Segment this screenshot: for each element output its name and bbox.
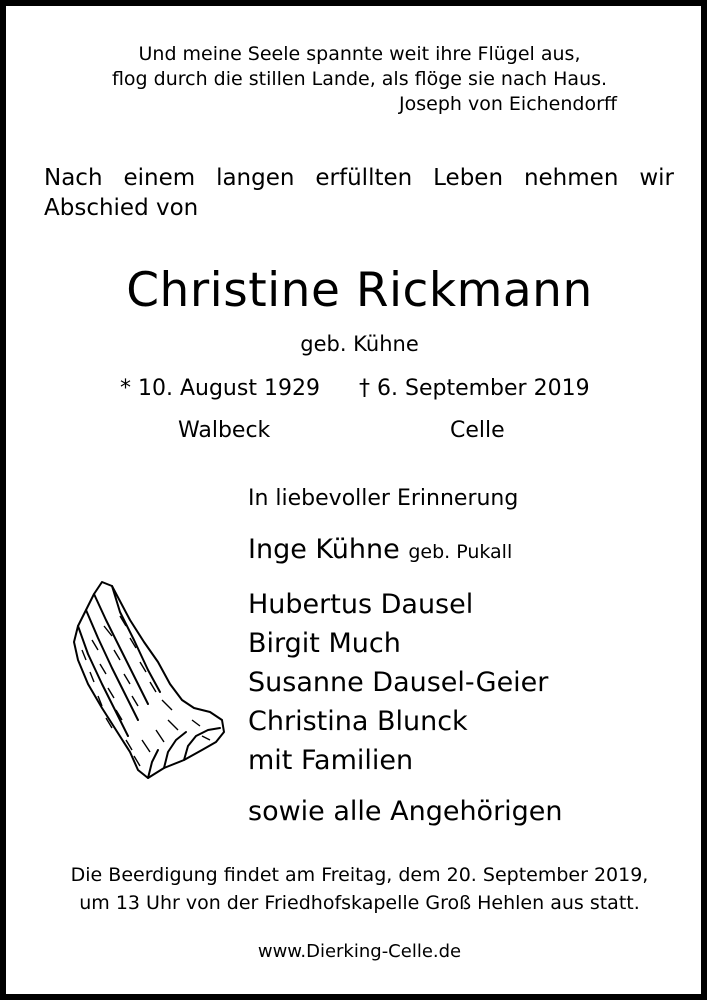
funeral-line: um 13 Uhr von der Friedhofskapelle Groß Hehlen aus statt. xyxy=(79,892,640,914)
intro-line: Abschied von xyxy=(44,195,199,221)
poem-line: flog durch die stillen Lande, als flöge sie nach Haus. xyxy=(111,68,608,90)
intro-text xyxy=(44,163,674,223)
deceased-maiden-name: geb. Kühne xyxy=(300,332,419,356)
relatives-line: sowie alle Angehörigen xyxy=(248,796,563,827)
mourner-name: Susanne Dausel-Geier xyxy=(248,667,549,698)
mourner-name: Hubertus Dausel xyxy=(248,589,474,620)
poem-quote xyxy=(6,42,707,117)
death-date: † 6. September 2019 xyxy=(359,376,590,401)
funeral-info xyxy=(6,861,707,917)
death-place: Celle xyxy=(450,418,505,443)
praying-hands-icon xyxy=(72,580,226,780)
website-link[interactable]: www.Dierking-Celle.de xyxy=(257,941,462,962)
mourner-name: Birgit Much xyxy=(248,628,401,659)
birth-date: * 10. August 1929 xyxy=(120,376,320,401)
memory-line: In liebevoller Erinnerung xyxy=(248,486,519,511)
mourner-name: Christina Blunck xyxy=(248,706,468,737)
deceased-name: Christine Rickmann xyxy=(126,263,593,318)
poem-line: Und meine Seele spannte weit ihre Flügel aus, xyxy=(138,43,581,65)
intro-line: Nach einem langen erfüllten Leben nehmen wir xyxy=(44,165,674,191)
funeral-line: Die Beerdigung findet am Freitag, dem 20. September 2019, xyxy=(70,864,649,886)
poem-author: Joseph von Eichendorff xyxy=(399,93,617,115)
first-mourner xyxy=(248,534,512,565)
mourner-maiden-name: geb. Pukall xyxy=(408,541,513,563)
mourner-name: mit Familien xyxy=(248,745,414,776)
mourner-list xyxy=(248,585,548,780)
birth-place: Walbeck xyxy=(178,418,271,443)
mourner-name: Inge Kühne xyxy=(248,534,400,565)
